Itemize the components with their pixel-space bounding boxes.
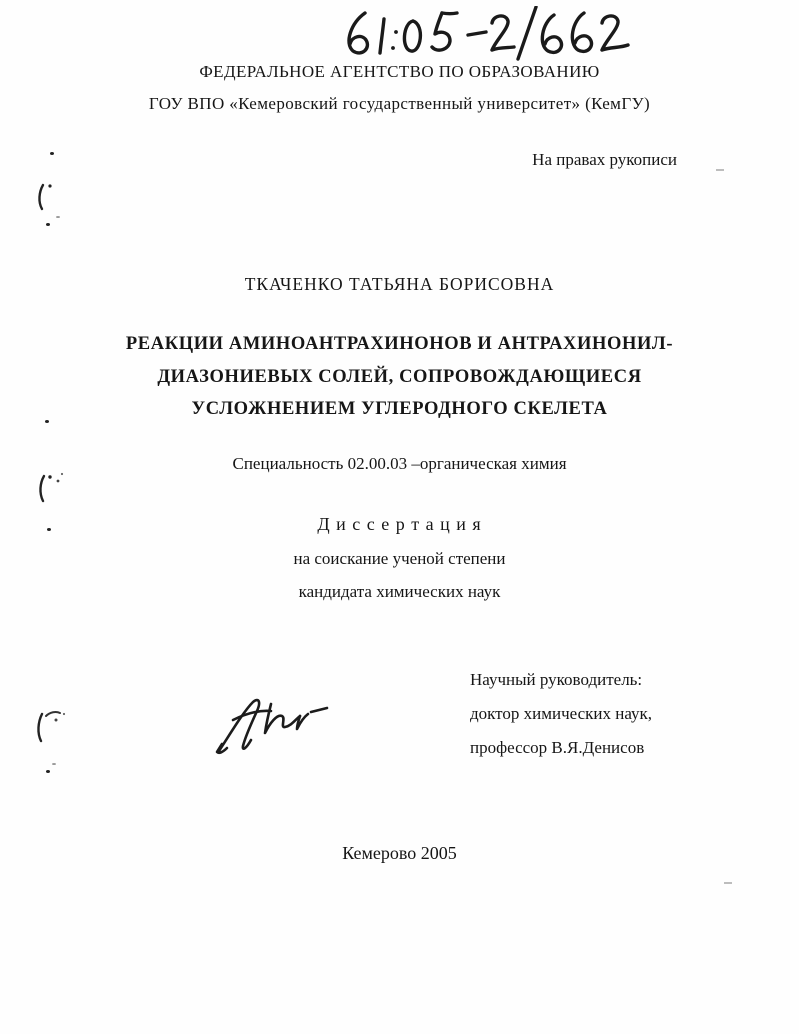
degree-line-1: на соискание ученой степени: [293, 549, 506, 568]
degree-line-2: кандидата химических наук: [298, 582, 501, 601]
city-year: Кемерово 2005: [342, 843, 457, 863]
supervisor-label: Научный руководитель:: [470, 670, 643, 689]
thesis-type: Д и с с е р т а ц и я: [317, 514, 482, 534]
supervisor-signature: [205, 678, 335, 767]
supervisor-block: [470, 663, 652, 765]
manuscript-rights-note: На правах рукописи: [532, 150, 677, 169]
signature-icon: [205, 678, 335, 762]
title-line-1: РЕАКЦИИ АМИНОАНТРАХИНОНОВ И АНТРАХИНОНИЛ-: [125, 334, 674, 354]
handwritten-catalog-number: [338, 6, 638, 67]
agency-name: ФЕДЕРАЛЬНОЕ АГЕНТСТВО ПО ОБРАЗОВАНИЮ: [199, 62, 600, 81]
supervisor-degree: доктор химических наук,: [470, 704, 653, 723]
specialty-line: Специальность 02.00.03 –органическая химия: [232, 454, 567, 473]
supervisor-name: профессор В.Я.Денисов: [470, 738, 645, 757]
title-line-3: УСЛОЖНЕНИЕМ УГЛЕРОДНОГО СКЕЛЕТА: [191, 399, 608, 419]
university-name: ГОУ ВПО «Кемеровский государственный университет» (КемГУ): [148, 94, 651, 113]
handwriting-61-05-2-662-icon: [338, 6, 638, 62]
title-line-2: ДИАЗОНИЕВЫХ СОЛЕЙ, СОПРОВОЖДАЮЩИЕСЯ: [157, 367, 642, 387]
author-name: ТКАЧЕНКО ТАТЬЯНА БОРИСОВНА: [244, 274, 555, 294]
